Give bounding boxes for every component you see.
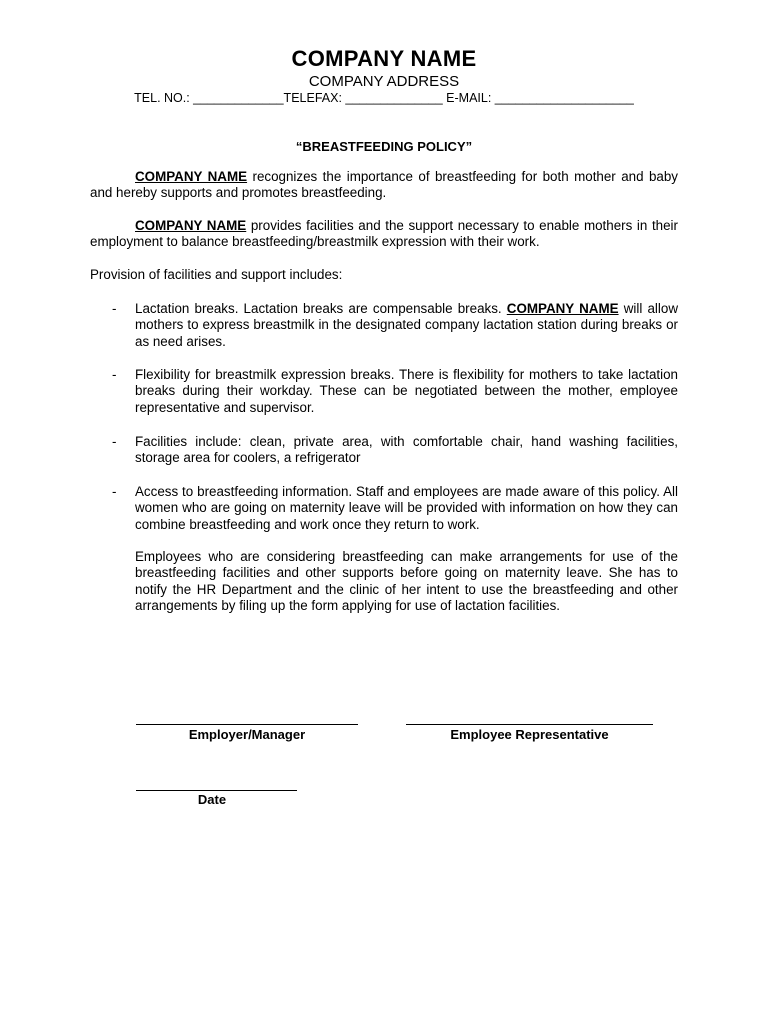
- contact-line: TEL. NO.: _____________TELEFAX: ______________ E-MAIL: ____________________: [134, 91, 634, 105]
- date-signature-line: [136, 790, 297, 791]
- policy-title: “BREASTFEEDING POLICY”: [295, 139, 473, 154]
- company-name-ref: COMPANY NAME: [135, 218, 247, 233]
- representative-signature-label: Employee Representative: [450, 727, 609, 742]
- company-name: COMPANY NAME: [291, 46, 477, 71]
- company-name-ref: COMPANY NAME: [506, 301, 619, 316]
- date-signature-label: Date: [197, 792, 227, 807]
- intro-paragraph-2: [90, 218, 678, 251]
- bullet-text: Facilities include: clean, private area, with comfortable chair, hand washing facilities, storage area for coolers, a refrigerator: [135, 434, 678, 466]
- employer-signature-line: [136, 724, 358, 725]
- paragraph-text: provides facilities and the support necessary to enable mothers in their employment to balance breastfeeding/breastmilk expression with their work.: [90, 218, 678, 250]
- bullet-dash: -: [112, 367, 117, 382]
- bullet-dash: -: [112, 301, 117, 316]
- representative-signature-line: [406, 724, 653, 725]
- company-name-ref: COMPANY NAME: [135, 169, 248, 184]
- employer-signature-label: Employer/Manager: [188, 727, 306, 742]
- bullet-dash: -: [112, 484, 117, 499]
- bullet-text: Flexibility for breastmilk expression breaks. There is flexibility for mothers to take lactation breaks during their workday. These can be negotiated between the mother, employee representative and supervisor.: [135, 367, 678, 415]
- bullet-text: Access to breastfeeding information. Staff and employees are made aware of this policy. All women who are going on maternity leave will be provided with information on how they can combine breastfeeding and work once they return to work.: [135, 484, 678, 532]
- bullet-text: [135, 301, 678, 350]
- intro-paragraph-1: [90, 169, 678, 202]
- closing-paragraph: Employees who are considering breastfeeding can make arrangements for use of the breastfeeding facilities and other supports before going on maternity leave. She has to notify the HR Department and the clinic of her intent to use the breastfeeding and other arrangements by filing up the form applying for use of lactation facilities.: [135, 549, 678, 614]
- provision-intro: Provision of facilities and support includes:: [90, 267, 343, 282]
- bullet-text-part: Lactation breaks. Lactation breaks are compensable breaks.: [135, 301, 507, 316]
- bullet-dash: -: [112, 434, 117, 449]
- bullet-text-part: will allow mothers to express breastmilk in the designated company lactation station during breaks or as need arises.: [135, 301, 678, 349]
- paragraph-text: recognizes the importance of breastfeeding for both mother and baby and hereby supports and promotes breastfeeding.: [90, 169, 678, 201]
- company-address: COMPANY ADDRESS: [308, 73, 460, 90]
